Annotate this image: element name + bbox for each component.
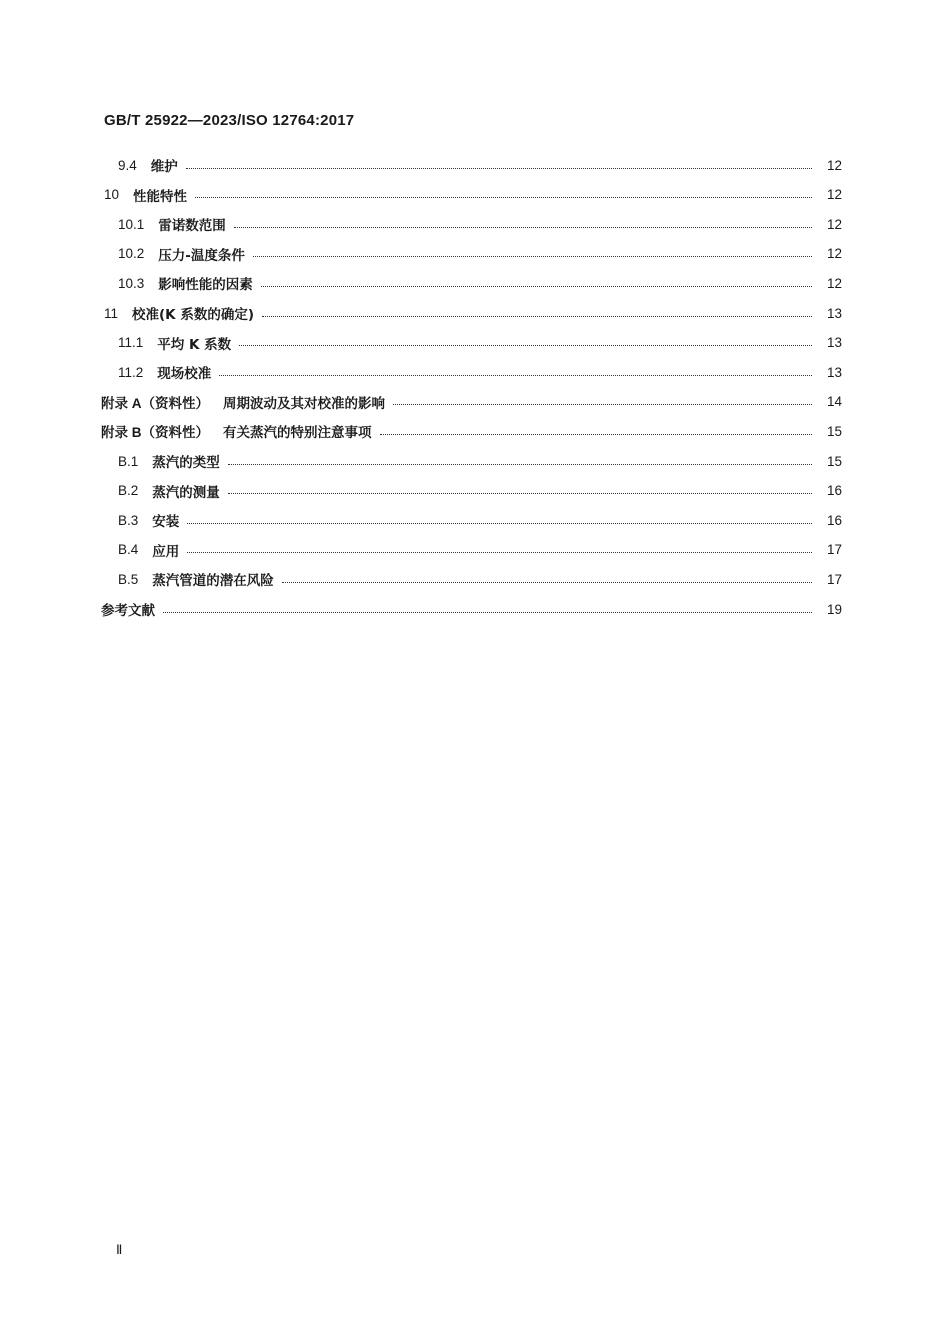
dot-leader (186, 168, 812, 169)
toc-entry-number: 10 (104, 187, 120, 203)
toc-entry-title: 现场校准 (157, 366, 212, 383)
toc-entry-title: 有关蒸汽的特别注意事项 (223, 425, 372, 442)
toc-entry-number: 9.4 (118, 157, 137, 173)
toc-entry-title: 维护 (150, 159, 178, 175)
dot-leader (195, 197, 812, 198)
toc-entry[interactable] (118, 359, 842, 385)
toc-entry-title: 平均 K 系数 (157, 336, 232, 353)
toc-entry[interactable] (101, 389, 842, 415)
toc-entry[interactable] (104, 182, 842, 208)
dot-leader (228, 464, 812, 465)
toc-entry-page: 15 (826, 453, 842, 469)
toc-entry[interactable] (118, 566, 842, 592)
toc-entry[interactable] (118, 478, 842, 504)
toc-entry-page: 12 (826, 246, 842, 262)
toc-entry-title: 安装 (152, 514, 180, 531)
toc-entry-number: 11.1 (118, 335, 144, 351)
toc-entry-page: 15 (826, 423, 842, 439)
toc-entry[interactable] (101, 418, 842, 444)
document-header: GB/T 25922—2023/ISO 12764:2017 (104, 112, 355, 129)
toc-entry-number: B.4 (118, 542, 139, 558)
dot-leader (239, 345, 812, 346)
toc-entry-title: 参考文献 (101, 603, 155, 619)
dot-leader (234, 227, 812, 228)
toc-entry[interactable] (118, 241, 842, 267)
dot-leader (261, 286, 812, 287)
toc-entry-number: B.3 (118, 512, 139, 528)
dot-leader (163, 612, 812, 613)
toc-entry-title: 蒸汽的测量 (152, 484, 220, 501)
toc-entry-number: 附录 B（资料性） (101, 425, 209, 441)
toc-entry-page: 14 (826, 394, 842, 410)
toc-entry-title: 校准(K 系数的确定) (132, 307, 255, 323)
toc-entry-page: 17 (826, 542, 842, 558)
toc-entry-number: B.5 (118, 571, 139, 587)
toc-entry[interactable] (118, 507, 842, 533)
toc-entry-page: 12 (826, 157, 842, 173)
dot-leader (187, 523, 812, 524)
toc-entry[interactable] (104, 300, 842, 326)
dot-leader (253, 256, 812, 257)
toc-entry-page: 17 (826, 571, 842, 587)
toc-entry-title: 应用 (152, 543, 180, 560)
toc-entry-number: 10.1 (118, 216, 145, 232)
toc-entry-page: 12 (826, 216, 842, 232)
toc-entry-page: 16 (826, 483, 842, 499)
toc-entry-number: B.1 (118, 453, 139, 469)
toc-entry-title: 压力-温度条件 (158, 247, 245, 264)
toc-entry-title: 周期波动及其对校准的影响 (223, 395, 385, 412)
toc-entry[interactable] (118, 270, 842, 296)
toc-entry-number: 10.3 (118, 275, 145, 291)
dot-leader (380, 434, 813, 435)
toc-entry-title: 蒸汽的类型 (152, 455, 220, 471)
toc-entry-title: 影响性能的因素 (158, 277, 253, 294)
dot-leader (228, 493, 812, 494)
dot-leader (393, 404, 812, 405)
toc-entry[interactable] (101, 596, 842, 622)
toc-entry-page: 12 (826, 275, 842, 291)
toc-entry[interactable] (118, 330, 842, 356)
toc-entry-number: 10.2 (118, 246, 145, 262)
toc-entry[interactable] (118, 152, 842, 178)
dot-leader (187, 552, 812, 553)
toc-entry-number: B.2 (118, 483, 139, 499)
toc-entry-page: 19 (826, 601, 842, 617)
toc-entry-number: 附录 A（资料性） (101, 395, 209, 411)
toc-entry-page: 13 (826, 335, 842, 351)
toc-entry-title: 性能特性 (133, 188, 188, 205)
toc-entry-number: 11 (104, 305, 119, 321)
dot-leader (262, 316, 812, 317)
toc-entry-title: 雷诺数范围 (158, 218, 226, 235)
page-number: Ⅱ (116, 1242, 123, 1257)
toc-entry[interactable] (118, 448, 842, 474)
dot-leader (282, 582, 812, 583)
toc-entry-page: 12 (826, 187, 842, 203)
toc-entry[interactable] (118, 537, 842, 563)
toc-entry-page: 13 (826, 305, 842, 321)
toc-entry[interactable] (118, 211, 842, 237)
toc-entry-number: 11.2 (118, 364, 144, 380)
dot-leader (219, 375, 812, 376)
toc-entry-page: 13 (826, 364, 842, 380)
toc-entry-page: 16 (826, 512, 842, 528)
toc-entry-title: 蒸汽管道的潜在风险 (152, 573, 274, 590)
